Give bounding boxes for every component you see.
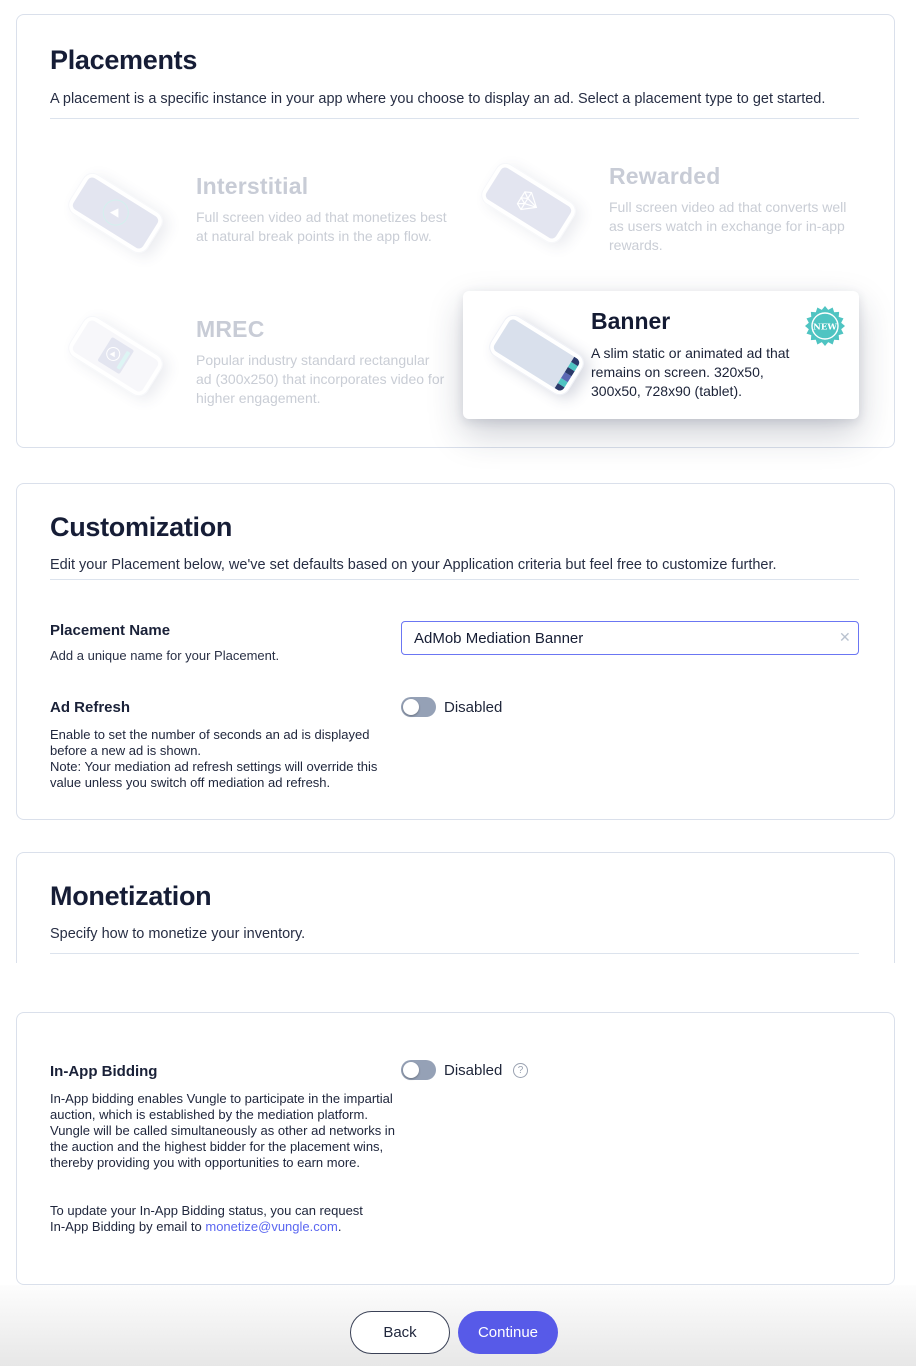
monetization-subtitle: Specify how to monetize your inventory. — [50, 926, 306, 942]
placement-option-interstitial[interactable] — [50, 155, 450, 275]
monetization-title: Monetization — [50, 881, 212, 911]
banner-description: A slim static or animated ad that remains on screen. 320x50, 300x50, 728x90 (tablet). — [591, 345, 790, 399]
help-question-icon[interactable]: ? — [513, 1063, 528, 1078]
ad-refresh-helper-2: Note: Your mediation ad refresh settings will override this value unless you switch off mediation ad refresh. — [50, 759, 378, 790]
interstitial-description: Full screen video ad that monetizes best at natural break points in the app flow. — [196, 209, 447, 244]
placement-option-banner[interactable] — [463, 291, 859, 419]
customization-card — [16, 483, 895, 820]
ad-refresh-label: Ad Refresh — [50, 699, 131, 716]
clear-input-icon[interactable]: ✕ — [839, 629, 851, 645]
rewarded-description: Full screen video ad that converts well as users watch in exchange for in-app rewards. — [609, 199, 847, 253]
update-note-suffix: . — [337, 1219, 342, 1234]
placement-name-input[interactable] — [401, 621, 859, 655]
ad-refresh-helper-1: Enable to set the number of seconds an ad is displayed before a new ad is shown. — [50, 727, 370, 758]
placement-option-mrec[interactable] — [50, 298, 450, 418]
placements-title: Placements — [50, 45, 198, 75]
customization-divider — [50, 579, 859, 580]
update-note-prefix: To update your In-App Bidding status, you can request In-App Bidding by email to — [50, 1203, 363, 1234]
interstitial-phone-icon — [50, 155, 190, 270]
monetization-card — [16, 852, 895, 963]
placement-name-helper: Add a unique name for your Placement. — [50, 648, 280, 663]
placements-card — [16, 14, 895, 448]
monetize-email-link[interactable]: monetize@vungle.com — [205, 1219, 338, 1234]
new-badge-label: NEW — [813, 322, 837, 333]
toggle-knob — [403, 1062, 419, 1078]
continue-button[interactable]: Continue — [458, 1311, 558, 1354]
mrec-phone-icon — [50, 298, 190, 413]
rewarded-phone-icon — [463, 145, 603, 260]
in-app-bidding-card — [16, 1012, 895, 1285]
new-badge-icon — [805, 306, 845, 346]
in-app-bidding-status: Disabled — [444, 1062, 503, 1079]
in-app-bidding-label: In-App Bidding — [50, 1063, 158, 1080]
in-app-bidding-toggle[interactable] — [401, 1060, 436, 1080]
in-app-bidding-update-note — [50, 1203, 380, 1235]
customization-subtitle: Edit your Placement below, we've set defaults based on your Application criteria but feel free to customize further. — [50, 557, 777, 573]
rewarded-title: Rewarded — [609, 163, 721, 189]
footer-bar — [0, 1285, 916, 1366]
placement-name-label: Placement Name — [50, 622, 171, 639]
banner-phone-icon — [471, 297, 611, 412]
in-app-bidding-description: In-App bidding enables Vungle to participate in the impartial auction, which is established by the mediation platform. Vungle will be called simultaneously as other ad networks in the auction and the highest bidder for the placement wins, thereby providing you with opportunities to earn more. — [50, 1091, 395, 1170]
placements-divider — [50, 118, 859, 119]
interstitial-title: Interstitial — [196, 173, 309, 199]
placements-subtitle: A placement is a specific instance in your app where you choose to display an ad. Select a placement type to get started. — [50, 91, 826, 107]
customization-title: Customization — [50, 512, 233, 542]
placement-option-rewarded[interactable] — [463, 145, 863, 265]
banner-title: Banner — [591, 308, 671, 334]
mrec-description: Popular industry standard rectangular ad (300x250) that incorporates video for higher engagement. — [196, 352, 445, 406]
back-button[interactable]: Back — [350, 1311, 450, 1354]
ad-refresh-status: Disabled — [444, 699, 503, 716]
mrec-title: MREC — [196, 316, 265, 342]
ad-refresh-toggle[interactable] — [401, 697, 436, 717]
monetization-divider — [50, 953, 859, 954]
toggle-knob — [403, 699, 419, 715]
